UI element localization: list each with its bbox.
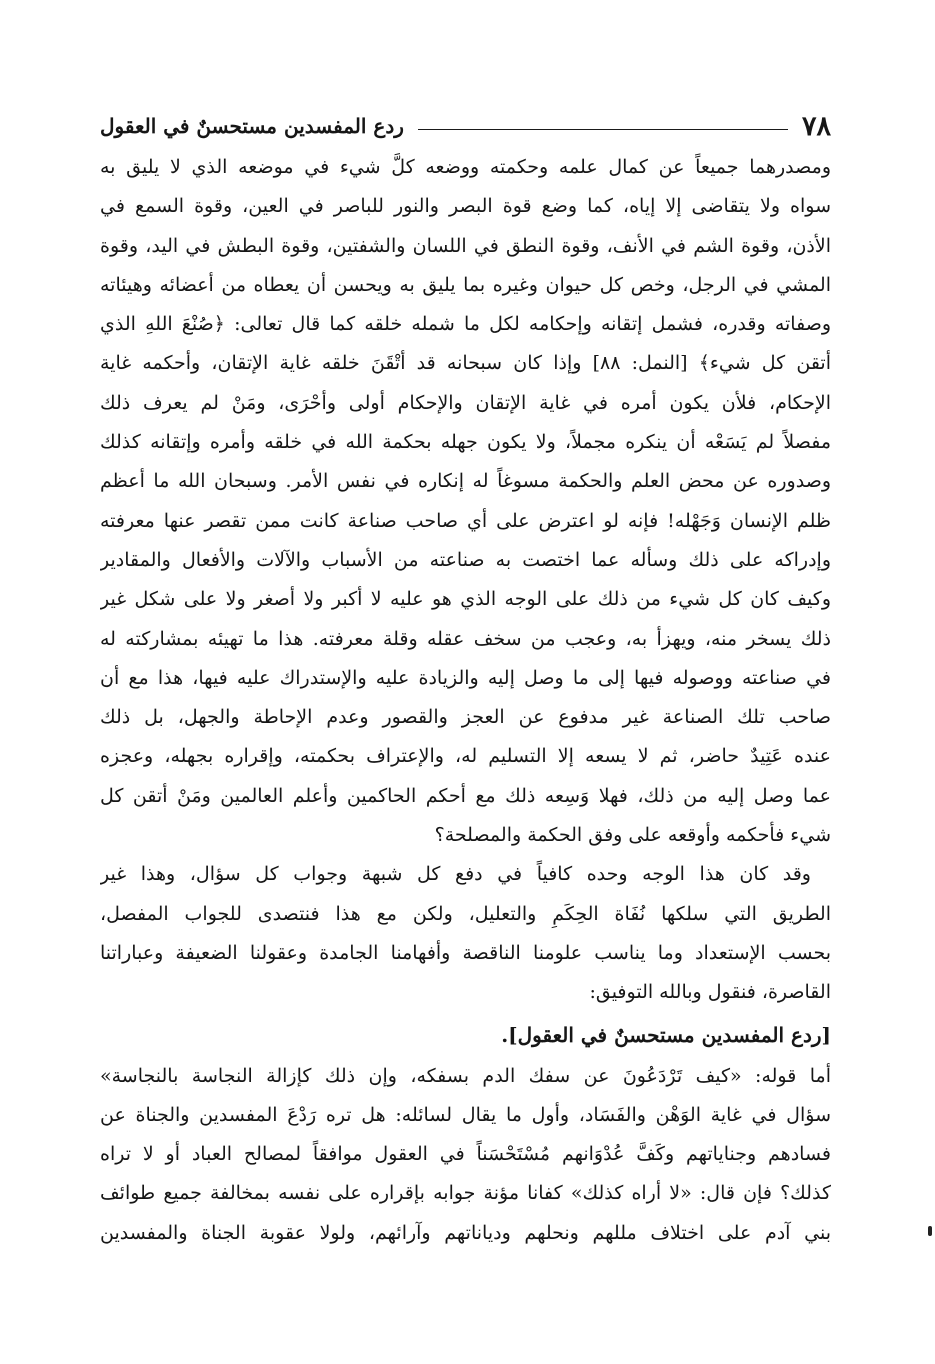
running-title: ردع المفسدين مستحسنٌ في العقول bbox=[100, 114, 404, 138]
text-line: الطريق التي سلكها نُفَاة الحِكَمِ والتعليل، ولكن مع هذا فنتصدى للجواب المفصل، bbox=[100, 902, 831, 925]
text-line: صاحب تلك الصناعة غير مدفوع عن العجز والقصور وعدم الإحاطة والجهل، بل ذلك bbox=[100, 706, 831, 729]
header-rule bbox=[418, 129, 788, 130]
text-line: عما وصل إليه من ذلك، فهلا وَسِعه ذلك مع أحكم الحاكمين وأعلم العالمين ومَنْ أتقن كل bbox=[100, 784, 831, 807]
text-line: في صناعته ووصوله فيها إلى ما وصل إليه والزيادة عليه والإستدراك عليه فيها، هذا مع أن bbox=[100, 666, 831, 689]
text-line: وصدوره عن محض العلم والحكمة مسوغاً له إنكاره في نفس الأمر. وسبحان الله ما أعظم bbox=[100, 470, 831, 493]
text-line: وكيف كان كل شيء من ذلك على الوجه الذي هو عليه لا أكبر ولا أصغر ولا على شكل غير bbox=[100, 588, 831, 611]
body-text bbox=[100, 148, 831, 1253]
text-line: ذلك يسخر منه، ويهزأ به، وعجب من سخف عقله وقلة معرفته. هذا ما تهيئه بمشاركته له bbox=[100, 627, 831, 650]
text-line: ومصدرهما جميعاً عن كمال علمه وحكمته ووضعه كلَّ شيء في موضعه الذي لا يليق به bbox=[100, 156, 831, 178]
text-line: سواه ولا يتقاضى إلا إياه، كما وضع قوة البصر والنور للباصر في العين، وقوة السمع في bbox=[100, 195, 831, 218]
text-line: كذلك؟ فإن قال: «لا أراه كذلك» كفانا مؤنة جوابه بإقراره على نفسه بمخالفة جميع طوائف bbox=[100, 1182, 831, 1205]
text-line: الأذن، وقوة الشم في الأنف، وقوة النطق في اللسان والشفتين، وقوة البطش في اليد، وقوة bbox=[100, 234, 831, 257]
text-line: الإحكام، فلأن يكون أمره في غاية الإتقان والإحكام أولى وأحْرَى، ومَنْ لم يعرف ذلك bbox=[100, 391, 831, 414]
text-line: القاصرة، فنقول وبالله التوفيق: bbox=[589, 981, 831, 1004]
paragraph-1 bbox=[100, 148, 831, 855]
text-line: مفصلاً لم يَسَعْه أن ينكره مجملاً، ولا يكون جهله بحكمة الله في خلقه وأمره وإتقانه كذلك bbox=[100, 431, 831, 454]
page-number: ٧٨ bbox=[801, 110, 831, 142]
text-line: عنده عَتِيدٌ حاضر، ثم لا يسعه إلا التسليم له، والإعتراف بحكمته، وإقراره بجهله، وعجزه bbox=[100, 745, 831, 768]
text-line: وإدراكه على ذلك وسأله عما اختصت به صناعته من الأسباب والآلات والأفعال والمقادير bbox=[100, 548, 831, 571]
text-line: شيء فأحكمه وأوقعه على وفق الحكمة والمصلحة؟ bbox=[434, 824, 831, 847]
text-line: المشي في الرجل، وخص كل حيوان وغيره بما يليق به ويحسن أن يعطاه من أعضائه وهيئاته bbox=[100, 273, 831, 296]
text-line: وصفاته وقدره، فشمل إتقانه وإحكامه لكل ما شمله خلقه كما قال تعالى: ﴿صُنْعَ اللهِ الذي bbox=[100, 313, 831, 336]
section-heading: [ردع المفسدين مستحسنٌ في العقول]. bbox=[501, 1022, 831, 1047]
text-line: سؤال في غاية الوَهْن والفَسَاد، وأول ما يقال لسائله: هل تره رَدْعَ المفسدين والجناة عن bbox=[100, 1103, 831, 1126]
text-line: أتقن كل شيء﴾ [النمل: ٨٨] وإذا كان سبحانه قد أتْقَنَ خلقه غاية الإتقان، وأحكمه غاية bbox=[100, 352, 831, 375]
text-line: فسادهم وجناياتهم وكَفَّ عُدْوَانهم مُسْتَحْسَناً في العقول موافقاً لمصالح العباد أو لا تراه bbox=[100, 1143, 831, 1166]
text-line: أما قوله: «كيف تَرْدَعُونَ عن سفك الدم بسفكه، وإن ذلك كإزالة النجاسة بالنجاسة» bbox=[100, 1064, 831, 1087]
margin-ink-mark bbox=[928, 1226, 932, 1236]
paragraph-2 bbox=[100, 855, 831, 1012]
text-line: وقد كان هذا الوجه وحده كافياً في دفع كل شبهة وجواب كل سؤال، وهذا غير bbox=[100, 863, 811, 886]
text-line: ظلم الإنسان وَجَهْله! فإنه لو اعترض على أي صاحب صناعة كانت ممن تقصر عنها معرفته bbox=[100, 509, 831, 532]
paragraph-3 bbox=[100, 1057, 831, 1253]
page-header bbox=[100, 106, 831, 146]
text-line: بني آدم على اختلاف مللهم ونحلهم ودياناتهم وآرائهم، ولولا عقوبة الجناة والمفسدين bbox=[100, 1221, 831, 1244]
text-line: بحسب الإستعداد وما يناسب علومنا الناقصة وأفهامنا الجامدة وعقولنا الضعيفة وعباراتنا bbox=[100, 941, 831, 964]
